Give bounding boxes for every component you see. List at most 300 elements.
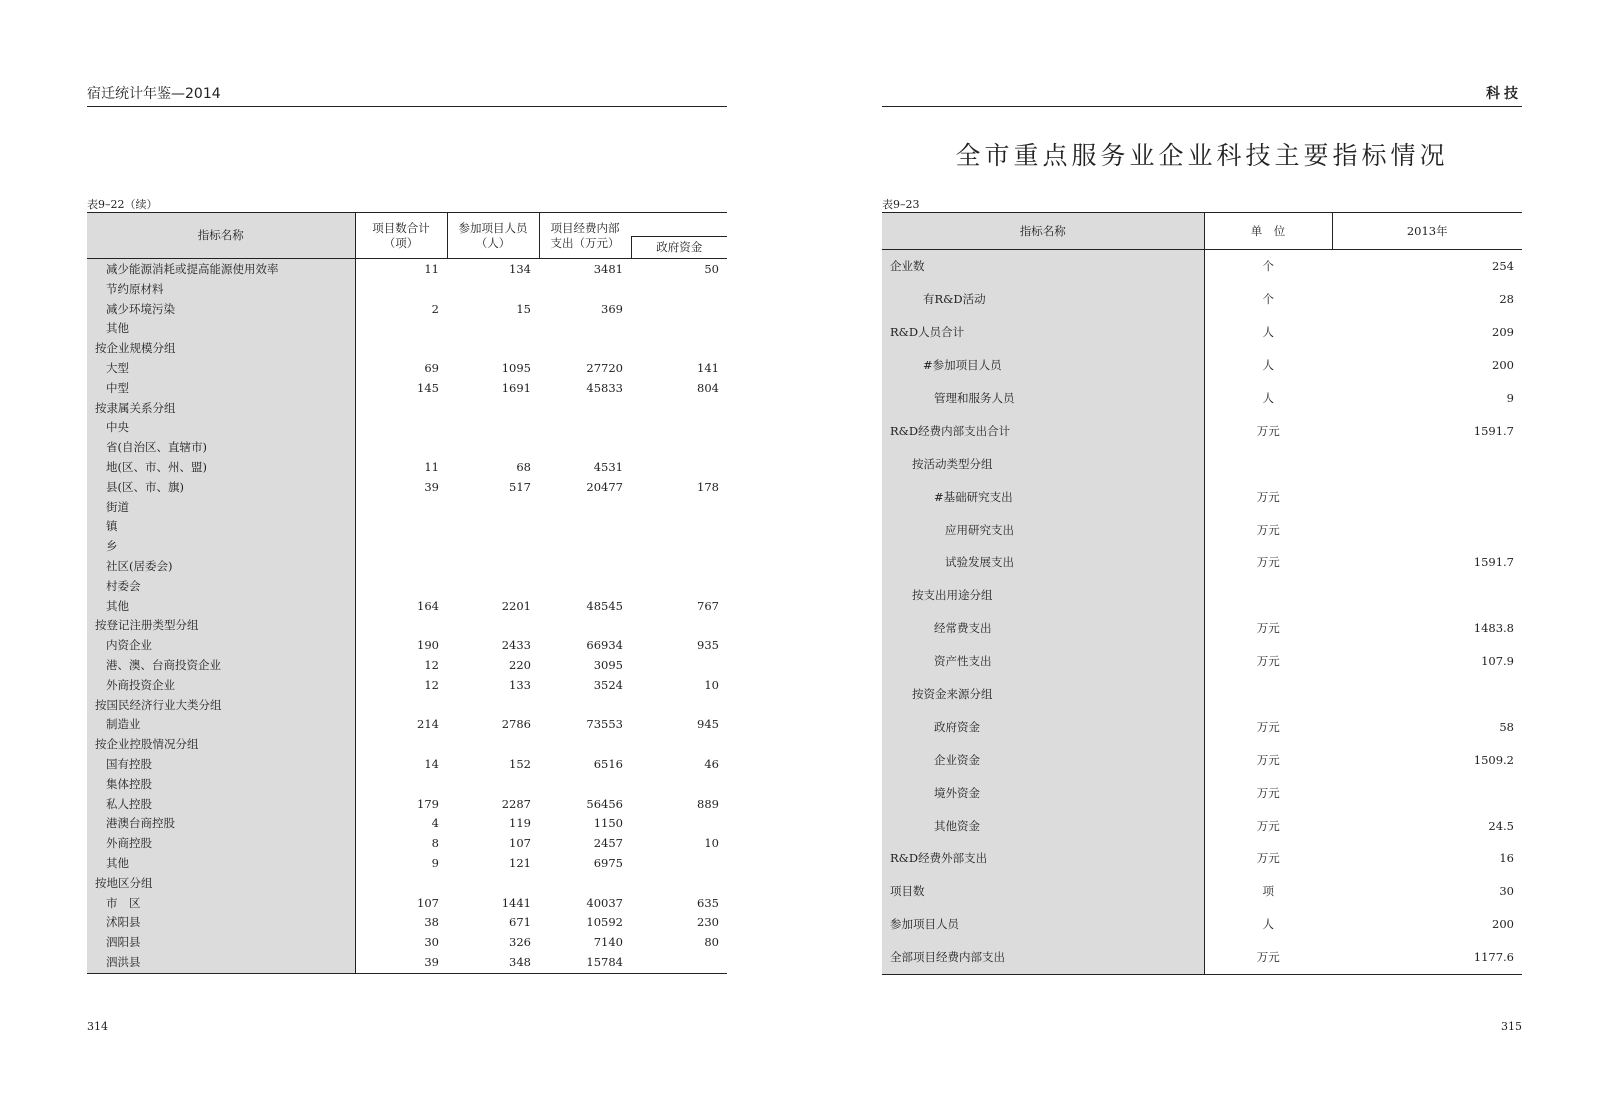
table-row bbox=[87, 300, 727, 320]
cell-spend: 2457 bbox=[593, 836, 623, 851]
cell-gov: 10 bbox=[704, 836, 719, 851]
table-row bbox=[882, 414, 1522, 447]
cell-gov: 945 bbox=[697, 717, 719, 732]
row-label: 经常费支出 bbox=[882, 612, 1204, 645]
cell-unit: 万元 bbox=[1204, 776, 1332, 809]
cell-projects: 14 bbox=[355, 755, 447, 775]
cell-people: 2786 bbox=[501, 717, 531, 732]
row-label: 县(区、市、旗) bbox=[87, 478, 355, 498]
cell-value bbox=[1332, 480, 1522, 513]
cell-value bbox=[1332, 579, 1522, 612]
cell-people: 2287 bbox=[501, 796, 531, 811]
row-label: 有R&D活动 bbox=[882, 283, 1204, 316]
row-label: 制造业 bbox=[87, 715, 355, 735]
row-label: 镇 bbox=[87, 517, 355, 537]
cell-people bbox=[447, 874, 539, 894]
table-row bbox=[87, 775, 727, 795]
right-page bbox=[882, 0, 1522, 1099]
cell-spend: 73553 bbox=[586, 717, 623, 732]
table-row bbox=[87, 399, 727, 419]
table-label: 表9–23 bbox=[882, 198, 920, 211]
table-row bbox=[87, 418, 727, 438]
cell-gov: 804 bbox=[697, 380, 719, 395]
cell-spend bbox=[539, 517, 631, 537]
table-row bbox=[87, 557, 727, 577]
cell-projects: 179 bbox=[355, 795, 447, 815]
row-label: 集体控股 bbox=[87, 775, 355, 795]
running-head bbox=[87, 86, 727, 107]
table-row bbox=[87, 913, 727, 933]
cell-projects bbox=[355, 696, 447, 716]
row-label: 按支出用途分组 bbox=[882, 579, 1204, 612]
cell-spend bbox=[539, 696, 631, 716]
cell-value: 28 bbox=[1499, 292, 1514, 307]
row-label: 私人控股 bbox=[87, 795, 355, 815]
table-row bbox=[87, 854, 727, 874]
cell-gov bbox=[631, 814, 727, 834]
cell-spend bbox=[539, 498, 631, 518]
cell-people bbox=[447, 537, 539, 557]
cell-gov bbox=[631, 854, 727, 874]
cell-value: 1483.8 bbox=[1473, 621, 1514, 636]
cell-gov: 50 bbox=[704, 262, 719, 276]
cell-unit: 万元 bbox=[1204, 809, 1332, 842]
cell-projects: 38 bbox=[355, 913, 447, 933]
row-label: 境外资金 bbox=[882, 776, 1204, 809]
cell-people bbox=[447, 280, 539, 300]
cell-value: 107.9 bbox=[1481, 654, 1514, 669]
table-label: 表9–22（续） bbox=[87, 198, 158, 211]
cell-unit: 万元 bbox=[1204, 710, 1332, 743]
cell-unit: 人 bbox=[1204, 382, 1332, 415]
cell-value: 30 bbox=[1499, 884, 1514, 899]
cell-spend bbox=[539, 438, 631, 458]
cell-people: 1441 bbox=[501, 895, 531, 910]
cell-projects bbox=[355, 775, 447, 795]
cell-people: 68 bbox=[516, 459, 531, 474]
cell-people bbox=[447, 339, 539, 359]
cell-projects bbox=[355, 280, 447, 300]
cell-gov bbox=[631, 616, 727, 636]
row-label: 地(区、市、州、盟) bbox=[87, 458, 355, 478]
table-row bbox=[87, 438, 727, 458]
cell-spend bbox=[539, 874, 631, 894]
cell-people: 107 bbox=[509, 836, 531, 851]
col-header-unit: 单 位 bbox=[1204, 213, 1332, 250]
cell-value: 58 bbox=[1499, 719, 1514, 734]
cell-projects bbox=[355, 616, 447, 636]
row-label: 其他 bbox=[87, 597, 355, 617]
row-label: 中央 bbox=[87, 418, 355, 438]
cell-projects: 39 bbox=[355, 953, 447, 973]
cell-spend: 66934 bbox=[586, 638, 623, 653]
row-label: 街道 bbox=[87, 498, 355, 518]
col-header-year: 2013年 bbox=[1332, 213, 1522, 250]
table-row bbox=[882, 546, 1522, 579]
row-label: 中型 bbox=[87, 379, 355, 399]
table-row bbox=[882, 283, 1522, 316]
cell-value bbox=[1332, 513, 1522, 546]
table-row bbox=[87, 319, 727, 339]
table-row bbox=[882, 908, 1522, 941]
cell-value: 1509.2 bbox=[1473, 752, 1514, 767]
cell-people: 2201 bbox=[501, 598, 531, 613]
cell-unit: 人 bbox=[1204, 349, 1332, 382]
cell-projects bbox=[355, 577, 447, 597]
cell-gov bbox=[631, 953, 727, 973]
table-row bbox=[87, 676, 727, 696]
table-row bbox=[882, 875, 1522, 908]
row-label: 节约原材料 bbox=[87, 280, 355, 300]
cell-people bbox=[447, 438, 539, 458]
table-row bbox=[87, 696, 727, 716]
cell-people: 671 bbox=[509, 915, 531, 930]
cell-people bbox=[447, 616, 539, 636]
table-row bbox=[87, 656, 727, 676]
cell-people: 15 bbox=[516, 301, 531, 316]
cell-people bbox=[447, 319, 539, 339]
row-label: R&D经费内部支出合计 bbox=[882, 414, 1204, 447]
cell-gov bbox=[631, 458, 727, 478]
cell-people: 517 bbox=[509, 479, 531, 494]
row-label: 按隶属关系分组 bbox=[87, 399, 355, 419]
cell-gov bbox=[631, 280, 727, 300]
table-row bbox=[87, 616, 727, 636]
running-head bbox=[882, 86, 1522, 107]
cell-projects bbox=[355, 339, 447, 359]
innovation-table bbox=[87, 212, 727, 974]
cell-unit: 万元 bbox=[1204, 941, 1332, 974]
cell-gov bbox=[631, 775, 727, 795]
cell-gov bbox=[631, 418, 727, 438]
table-row bbox=[882, 678, 1522, 711]
row-label: 国有控股 bbox=[87, 755, 355, 775]
table-row bbox=[882, 743, 1522, 776]
cell-spend: 6975 bbox=[593, 855, 623, 870]
table-row bbox=[882, 809, 1522, 842]
cell-gov: 10 bbox=[704, 677, 719, 692]
cell-projects bbox=[355, 319, 447, 339]
cell-spend: 4531 bbox=[593, 459, 623, 474]
row-label: 应用研究支出 bbox=[882, 513, 1204, 546]
col-header-name: 指标名称 bbox=[87, 213, 355, 259]
cell-projects: 11 bbox=[355, 458, 447, 478]
cell-unit: 人 bbox=[1204, 908, 1332, 941]
cell-gov: 46 bbox=[704, 756, 719, 771]
table-row bbox=[87, 359, 727, 379]
row-label: 按企业控股情况分组 bbox=[87, 735, 355, 755]
row-label: 外商投资企业 bbox=[87, 676, 355, 696]
table-row bbox=[87, 280, 727, 300]
cell-unit: 万元 bbox=[1204, 743, 1332, 776]
cell-unit: 个 bbox=[1204, 283, 1332, 316]
cell-projects bbox=[355, 438, 447, 458]
table-row bbox=[87, 795, 727, 815]
row-label: 其他 bbox=[87, 854, 355, 874]
row-label: 沭阳县 bbox=[87, 913, 355, 933]
cell-projects: 8 bbox=[355, 834, 447, 854]
cell-projects bbox=[355, 399, 447, 419]
page-number: 314 bbox=[87, 1020, 108, 1033]
cell-people bbox=[447, 498, 539, 518]
table-row bbox=[882, 250, 1522, 283]
cell-spend: 10592 bbox=[586, 915, 623, 930]
row-label: 全部项目经费内部支出 bbox=[882, 941, 1204, 974]
cell-gov bbox=[631, 399, 727, 419]
cell-projects: 39 bbox=[355, 478, 447, 498]
col-header-people: 参加项目人员（人） bbox=[447, 213, 539, 259]
cell-people: 134 bbox=[509, 262, 531, 276]
cell-spend: 40037 bbox=[586, 895, 623, 910]
row-label: 内资企业 bbox=[87, 636, 355, 656]
row-label: 政府资金 bbox=[882, 710, 1204, 743]
row-label: 按登记注册类型分组 bbox=[87, 616, 355, 636]
cell-spend: 20477 bbox=[586, 479, 623, 494]
cell-projects bbox=[355, 557, 447, 577]
table-row bbox=[87, 894, 727, 914]
cell-unit: 万元 bbox=[1204, 612, 1332, 645]
table-row bbox=[87, 735, 727, 755]
cell-projects bbox=[355, 874, 447, 894]
cell-unit: 个 bbox=[1204, 250, 1332, 283]
cell-gov: 141 bbox=[697, 360, 719, 375]
cell-value bbox=[1332, 447, 1522, 480]
cell-people: 326 bbox=[509, 935, 531, 950]
table-row bbox=[882, 645, 1522, 678]
row-label: 泗洪县 bbox=[87, 953, 355, 973]
table-row bbox=[87, 814, 727, 834]
cell-gov bbox=[631, 557, 727, 577]
cell-value: 254 bbox=[1492, 259, 1514, 274]
col-header-spend-ext bbox=[631, 213, 727, 237]
cell-gov: 767 bbox=[697, 598, 719, 613]
cell-spend bbox=[539, 577, 631, 597]
cell-people: 348 bbox=[509, 954, 531, 969]
cell-spend: 1150 bbox=[593, 816, 623, 831]
cell-people bbox=[447, 517, 539, 537]
cell-gov bbox=[631, 874, 727, 894]
cell-gov bbox=[631, 438, 727, 458]
row-label: 市 区 bbox=[87, 894, 355, 914]
cell-spend bbox=[539, 735, 631, 755]
row-label: 外商控股 bbox=[87, 834, 355, 854]
col-header-projects: 项目数合计（项） bbox=[355, 213, 447, 259]
cell-spend bbox=[539, 319, 631, 339]
cell-gov bbox=[631, 696, 727, 716]
table-row bbox=[87, 339, 727, 359]
cell-value: 9 bbox=[1506, 391, 1514, 405]
table-row bbox=[87, 517, 727, 537]
table-row bbox=[87, 537, 727, 557]
table-row bbox=[87, 953, 727, 973]
cell-unit: 项 bbox=[1204, 875, 1332, 908]
cell-gov: 80 bbox=[704, 935, 719, 950]
row-label: 企业资金 bbox=[882, 743, 1204, 776]
yearbook-title: 宿迁统计年鉴—2014 bbox=[87, 86, 221, 102]
cell-spend: 6516 bbox=[593, 756, 623, 771]
col-header-spend: 项目经费内部支出（万元） bbox=[539, 213, 631, 259]
cell-projects: 164 bbox=[355, 597, 447, 617]
cell-projects bbox=[355, 735, 447, 755]
row-label: R&D经费外部支出 bbox=[882, 842, 1204, 875]
cell-projects: 214 bbox=[355, 715, 447, 735]
row-label: 按资金来源分组 bbox=[882, 678, 1204, 711]
page-title: 全市重点服务业企业科技主要指标情况 bbox=[955, 141, 1449, 170]
table-row bbox=[882, 480, 1522, 513]
table-row bbox=[882, 842, 1522, 875]
table-row bbox=[87, 636, 727, 656]
cell-people: 133 bbox=[509, 677, 531, 692]
cell-value: 1591.7 bbox=[1473, 555, 1514, 570]
cell-spend bbox=[539, 399, 631, 419]
table-row bbox=[882, 579, 1522, 612]
cell-spend: 3095 bbox=[593, 657, 623, 672]
cell-projects: 9 bbox=[355, 854, 447, 874]
row-label: 社区(居委会) bbox=[87, 557, 355, 577]
cell-people: 121 bbox=[509, 855, 531, 870]
cell-gov bbox=[631, 339, 727, 359]
col-header-gov: 政府资金 bbox=[631, 237, 727, 259]
cell-people bbox=[447, 557, 539, 577]
cell-value bbox=[1332, 776, 1522, 809]
col-header-name: 指标名称 bbox=[882, 213, 1204, 250]
row-label: 管理和服务人员 bbox=[882, 382, 1204, 415]
services-table bbox=[882, 212, 1522, 975]
cell-gov bbox=[631, 300, 727, 320]
row-label: 其他资金 bbox=[882, 809, 1204, 842]
cell-value bbox=[1332, 678, 1522, 711]
cell-unit: 万元 bbox=[1204, 546, 1332, 579]
cell-people: 1691 bbox=[501, 380, 531, 395]
cell-gov bbox=[631, 319, 727, 339]
cell-gov bbox=[631, 517, 727, 537]
cell-gov: 230 bbox=[697, 915, 719, 930]
row-label: 项目数 bbox=[882, 875, 1204, 908]
table-row bbox=[87, 874, 727, 894]
row-label: 资产性支出 bbox=[882, 645, 1204, 678]
cell-value: 1177.6 bbox=[1473, 950, 1514, 965]
table-row bbox=[87, 755, 727, 775]
cell-spend bbox=[539, 537, 631, 557]
left-page bbox=[87, 0, 727, 1099]
cell-projects bbox=[355, 537, 447, 557]
table-row bbox=[882, 776, 1522, 809]
row-label: 减少环境污染 bbox=[87, 300, 355, 320]
cell-spend bbox=[539, 775, 631, 795]
cell-people bbox=[447, 418, 539, 438]
chapter-title: 科技 bbox=[1486, 86, 1522, 102]
cell-spend bbox=[539, 557, 631, 577]
cell-value: 200 bbox=[1492, 917, 1514, 932]
cell-unit bbox=[1204, 447, 1332, 480]
row-label: 按企业规模分组 bbox=[87, 339, 355, 359]
cell-value: 209 bbox=[1492, 325, 1514, 340]
row-label: 大型 bbox=[87, 359, 355, 379]
row-label: R&D人员合计 bbox=[882, 316, 1204, 349]
row-label: 乡 bbox=[87, 537, 355, 557]
cell-projects: 4 bbox=[355, 814, 447, 834]
cell-spend: 45833 bbox=[586, 380, 623, 395]
table-row bbox=[882, 612, 1522, 645]
cell-projects: 30 bbox=[355, 933, 447, 953]
table-row bbox=[87, 597, 727, 617]
row-label: #参加项目人员 bbox=[882, 349, 1204, 382]
table-row bbox=[882, 710, 1522, 743]
cell-value: 1591.7 bbox=[1473, 423, 1514, 438]
cell-spend: 48545 bbox=[586, 598, 623, 613]
cell-spend bbox=[539, 418, 631, 438]
cell-people: 2433 bbox=[501, 638, 531, 653]
table-row bbox=[87, 478, 727, 498]
cell-projects: 190 bbox=[355, 636, 447, 656]
cell-projects: 12 bbox=[355, 656, 447, 676]
row-label: 企业数 bbox=[882, 250, 1204, 283]
cell-unit: 万元 bbox=[1204, 414, 1332, 447]
table-row bbox=[87, 498, 727, 518]
cell-projects: 145 bbox=[355, 379, 447, 399]
cell-unit: 万元 bbox=[1204, 645, 1332, 678]
cell-spend: 56456 bbox=[586, 796, 623, 811]
cell-people bbox=[447, 399, 539, 419]
cell-gov: 178 bbox=[697, 479, 719, 494]
cell-spend bbox=[539, 616, 631, 636]
table-row bbox=[882, 316, 1522, 349]
row-label: 按活动类型分组 bbox=[882, 447, 1204, 480]
cell-unit: 人 bbox=[1204, 316, 1332, 349]
table-row bbox=[882, 513, 1522, 546]
row-label: 按国民经济行业大类分组 bbox=[87, 696, 355, 716]
cell-spend: 15784 bbox=[586, 954, 623, 969]
cell-gov bbox=[631, 498, 727, 518]
page-number: 315 bbox=[1501, 1020, 1522, 1033]
cell-projects: 11 bbox=[355, 259, 447, 280]
row-label: 港、澳、台商投资企业 bbox=[87, 656, 355, 676]
row-label: 试验发展支出 bbox=[882, 546, 1204, 579]
cell-spend: 3524 bbox=[593, 677, 623, 692]
table-row bbox=[87, 834, 727, 854]
cell-people bbox=[447, 696, 539, 716]
table-row bbox=[87, 933, 727, 953]
cell-spend: 7140 bbox=[593, 935, 623, 950]
cell-spend: 3481 bbox=[593, 262, 623, 276]
cell-gov bbox=[631, 735, 727, 755]
row-label: 省(自治区、直辖市) bbox=[87, 438, 355, 458]
row-label: 其他 bbox=[87, 319, 355, 339]
cell-unit: 万元 bbox=[1204, 480, 1332, 513]
cell-projects: 2 bbox=[355, 300, 447, 320]
table-row bbox=[87, 458, 727, 478]
row-label: #基础研究支出 bbox=[882, 480, 1204, 513]
row-label: 泗阳县 bbox=[87, 933, 355, 953]
table-row bbox=[882, 941, 1522, 974]
cell-unit: 万元 bbox=[1204, 842, 1332, 875]
cell-unit bbox=[1204, 678, 1332, 711]
cell-gov: 935 bbox=[697, 638, 719, 653]
table-row bbox=[87, 577, 727, 597]
table-row bbox=[87, 259, 727, 280]
row-label: 港澳台商控股 bbox=[87, 814, 355, 834]
cell-people: 1095 bbox=[501, 360, 531, 375]
table-row bbox=[882, 382, 1522, 415]
table-row bbox=[882, 349, 1522, 382]
cell-projects: 107 bbox=[355, 894, 447, 914]
table-row bbox=[882, 447, 1522, 480]
cell-spend: 369 bbox=[601, 301, 623, 316]
cell-unit bbox=[1204, 579, 1332, 612]
cell-gov: 635 bbox=[697, 895, 719, 910]
cell-value: 16 bbox=[1499, 851, 1514, 866]
cell-gov: 889 bbox=[697, 796, 719, 811]
